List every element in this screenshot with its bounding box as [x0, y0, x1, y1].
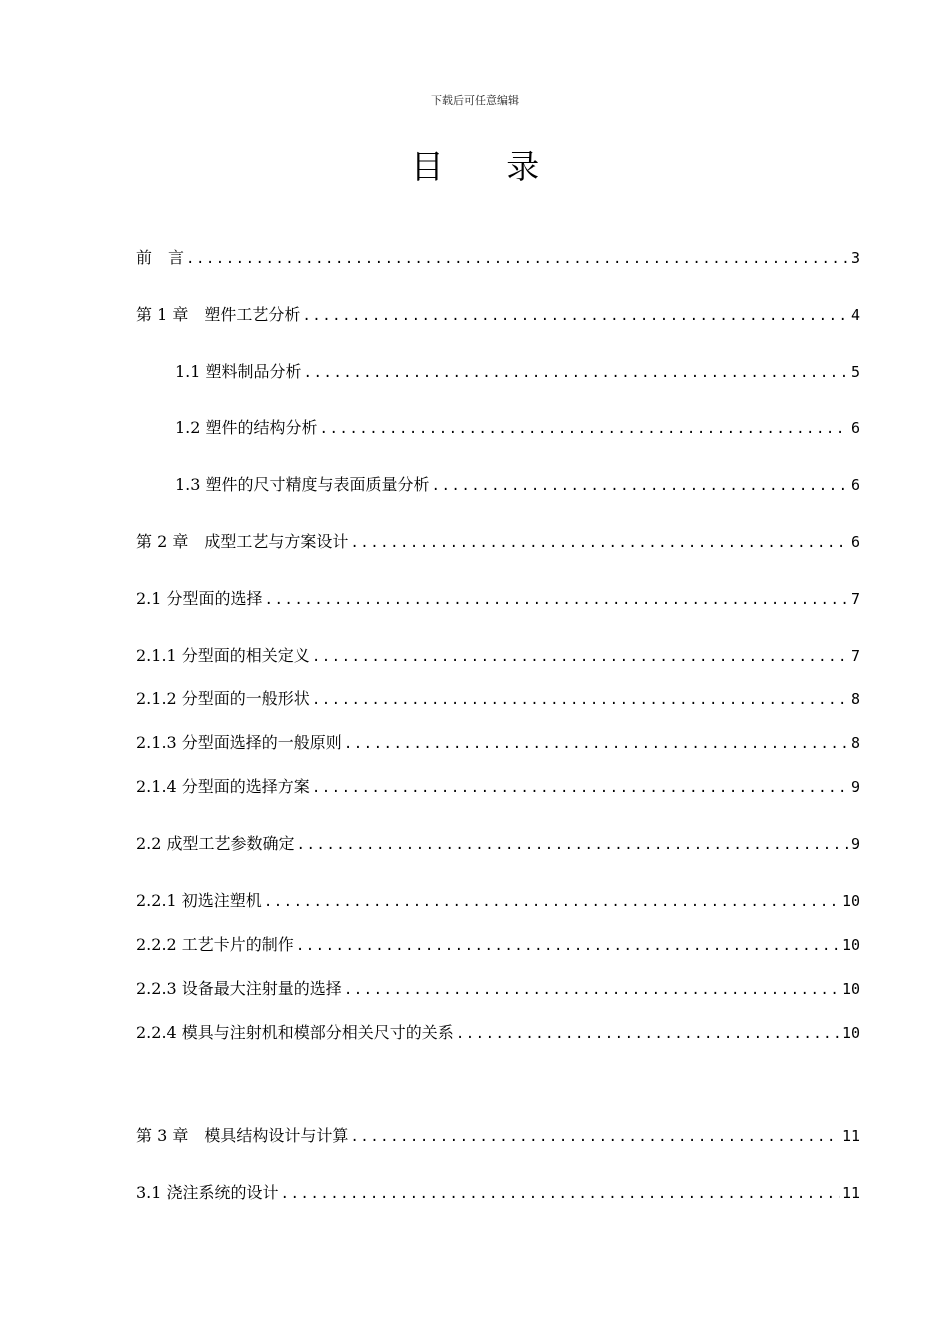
toc-page-number: 8	[850, 690, 860, 708]
toc-entry-1-3[interactable]	[175, 473, 860, 497]
toc-entry-label: 2.2 成型工艺参数确定	[136, 834, 295, 853]
toc-entry-label: 第 2 章 成型工艺与方案设计	[136, 532, 349, 551]
page-title: 目 录	[410, 147, 566, 186]
toc-entry-label: 2.2.1 初选注塑机	[136, 891, 262, 910]
toc-page-number: 7	[850, 647, 860, 665]
toc-entry-2-2[interactable]	[136, 832, 860, 856]
toc-leader-dots	[304, 361, 849, 385]
toc-leader-dots	[344, 978, 840, 1002]
toc-entry-label: 2.1 分型面的选择	[136, 589, 263, 608]
toc-page-number: 6	[850, 476, 860, 494]
toc-leader-dots	[456, 1022, 840, 1046]
toc-entry-label: 2.1.3 分型面选择的一般原则	[136, 733, 342, 752]
header-note: 下载后可任意编辑	[431, 94, 519, 107]
toc-entry-preface[interactable]	[136, 246, 860, 270]
toc-entry-2-2-3[interactable]	[136, 977, 860, 1001]
toc-page-number: 8	[850, 734, 860, 752]
toc-leader-dots	[344, 732, 849, 756]
toc-entry-2-1[interactable]	[136, 587, 860, 611]
toc-leader-dots	[281, 1182, 840, 1206]
toc-page-number: 10	[841, 1024, 860, 1042]
toc-entry-label: 2.1.4 分型面的选择方案	[136, 777, 310, 796]
toc-leader-dots	[312, 645, 849, 669]
toc-entry-label: 第 1 章 塑件工艺分析	[136, 305, 301, 324]
toc-entry-label: 2.1.2 分型面的一般形状	[136, 689, 310, 708]
toc-entry-label: 第 3 章 模具结构设计与计算	[136, 1126, 349, 1145]
toc-entry-label: 2.2.2 工艺卡片的制作	[136, 935, 294, 954]
toc-entry-chapter-3[interactable]	[136, 1124, 860, 1148]
toc-entry-label: 2.2.4 模具与注射机和模部分相关尺寸的关系	[136, 1023, 454, 1042]
toc-entry-label: 1.2 塑件的结构分析	[175, 418, 318, 437]
toc-leader-dots	[350, 531, 849, 555]
toc-entry-label: 前 言	[136, 248, 185, 267]
toc-leader-dots	[312, 688, 849, 712]
toc-page-number: 7	[850, 590, 860, 608]
toc-page-number: 6	[850, 533, 860, 551]
toc-entry-label: 2.1.1 分型面的相关定义	[136, 646, 310, 665]
toc-entry-1-1[interactable]	[175, 360, 860, 384]
toc-entry-2-2-4[interactable]	[136, 1021, 860, 1045]
toc-entry-2-1-1[interactable]	[136, 644, 860, 668]
toc-entry-label: 2.2.3 设备最大注射量的选择	[136, 979, 342, 998]
toc-leader-dots	[312, 776, 849, 800]
toc-leader-dots	[320, 417, 849, 441]
toc-entry-chapter-2[interactable]	[136, 530, 860, 554]
toc-leader-dots	[296, 934, 840, 958]
toc-entry-2-2-2[interactable]	[136, 933, 860, 957]
toc-entry-1-2[interactable]	[175, 416, 860, 440]
toc-page-number: 11	[841, 1127, 860, 1145]
toc-page-number: 5	[850, 363, 860, 381]
toc-leader-dots	[264, 890, 840, 914]
toc-entry-2-2-1[interactable]	[136, 889, 860, 913]
toc-leader-dots	[186, 247, 849, 271]
toc-leader-dots	[350, 1125, 840, 1149]
toc-page-number: 6	[850, 419, 860, 437]
toc-leader-dots	[297, 833, 849, 857]
toc-page-number: 9	[850, 778, 860, 796]
toc-entry-2-1-3[interactable]	[136, 731, 860, 755]
toc-entry-chapter-1[interactable]	[136, 303, 860, 327]
toc-entry-label: 1.3 塑件的尺寸精度与表面质量分析	[175, 475, 430, 494]
toc-page-number: 10	[841, 936, 860, 954]
toc-leader-dots	[432, 474, 849, 498]
toc-page-number: 10	[841, 980, 860, 998]
toc-page-number: 11	[841, 1184, 860, 1202]
toc-entry-label: 3.1 浇注系统的设计	[136, 1183, 279, 1202]
toc-page-number: 4	[850, 306, 860, 324]
toc-page-number: 3	[850, 249, 860, 267]
toc-leader-dots	[265, 588, 849, 612]
toc-leader-dots	[302, 304, 849, 328]
toc-entry-label: 1.1 塑料制品分析	[175, 362, 302, 381]
toc-entry-3-1[interactable]	[136, 1181, 860, 1205]
toc-page-number: 10	[841, 892, 860, 910]
toc-page-number: 9	[850, 835, 860, 853]
toc-entry-2-1-2[interactable]	[136, 687, 860, 711]
toc-entry-2-1-4[interactable]	[136, 775, 860, 799]
